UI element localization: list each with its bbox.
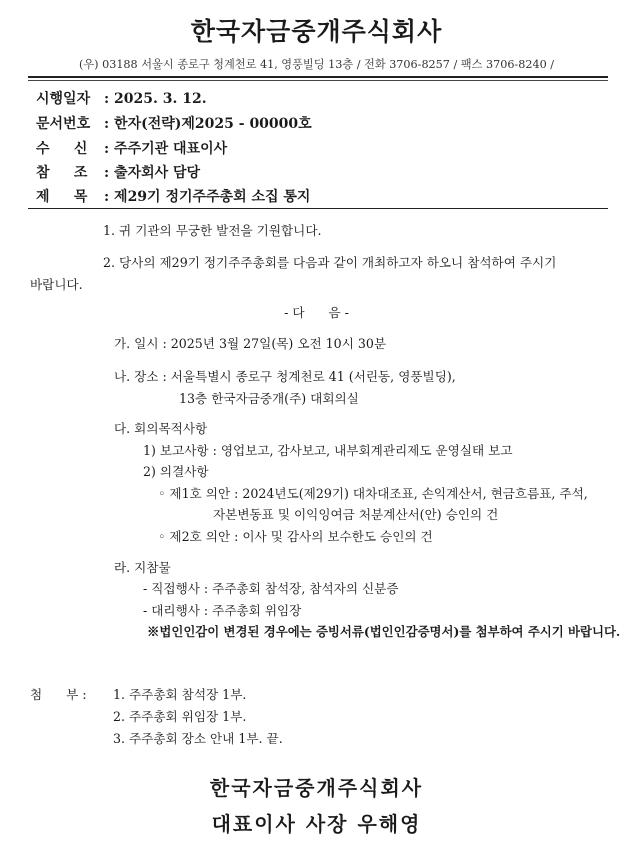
paragraph-2: 2. 당사의 제29기 정기주주총회를 다음과 같이 개최하고자 하오니 참석하여 주시기 <box>103 255 557 270</box>
header-rule-thin <box>28 80 608 81</box>
meta-value: 제29기 정기주주총회 소집 통지 <box>114 189 311 205</box>
seal-notice: ※법인인감이 변경된 경우에는 증빙서류(법인인감증명서)를 첨부하여 주시기 바랍니다. <box>147 624 621 639</box>
meta-subject: 제 목 : 제29기 정기주주총회 소집 통지 <box>36 186 310 206</box>
attachment-label: 첨 부 : <box>30 687 87 702</box>
company-title: 한국자금중개주식회사 <box>190 17 443 46</box>
subject-rule <box>28 208 608 209</box>
meta-label: 참 조 <box>36 165 88 181</box>
meta-label: 제 목 <box>36 189 88 205</box>
attachment-item: 3. 주주총회 장소 안내 1부. 끝. <box>113 731 283 746</box>
agenda-report: 1) 보고사항 : 영업보고, 감사보고, 내부회계관리제도 운영실태 보고 <box>143 443 513 458</box>
bring-proxy: - 대리행사 : 주주총회 위임장 <box>143 603 302 618</box>
meta-label: 시행일자 <box>36 91 91 107</box>
item-place: 나. 장소 : 서울특별시 종로구 청계천로 41 (서린동, 영풍빌딩), <box>114 369 456 384</box>
meta-doc-number: 문서번호 : 한자(전략)제2025 - 00000호 <box>36 113 312 133</box>
header-rule <box>28 76 608 78</box>
attachment-item: 1. 주주총회 참석장 1부. <box>113 687 247 702</box>
meta-value: 한자(전략)제2025 - 00000호 <box>114 116 312 132</box>
meta-date: 시행일자 : 2025. 3. 12. <box>36 88 207 108</box>
bring-direct: - 직접행사 : 주주총회 참석장, 참석자의 신분증 <box>143 581 399 596</box>
agenda-item-2: ◦ 제2호 의안 : 이사 및 감사의 보수한도 승인의 건 <box>158 529 433 544</box>
agenda-resolution: 2) 의결사항 <box>143 464 209 479</box>
item-place-room: 13층 한국자금중개(주) 대회의실 <box>179 391 359 406</box>
meta-label: 수 신 <box>36 141 88 157</box>
agenda-item-1-cont: 자본변동표 및 이익잉여금 처분계산서(안) 승인의 건 <box>213 507 499 522</box>
company-address: (우) 03188 서울시 종로구 청계천로 41, 영풍빌딩 13층 / 전화 3706-8257 / 팩스 3706-8240 / <box>78 58 555 71</box>
meta-value: 출자회사 담당 <box>114 165 201 181</box>
signature-ceo: 대표이사 사장 우해영 <box>211 812 422 836</box>
paragraph-2-cont: 바랍니다. <box>30 277 83 292</box>
meta-value: 2025. 3. 12. <box>114 91 207 107</box>
meta-label: 문서번호 <box>36 116 91 132</box>
paragraph-1: 1. 귀 기관의 무궁한 발전을 기원합니다. <box>103 223 322 238</box>
signature-company: 한국자금중개주식회사 <box>209 776 424 800</box>
item-datetime: 가. 일시 : 2025년 3월 27일(목) 오전 10시 30분 <box>114 336 387 351</box>
da-eum-heading: - 다 음 - <box>284 305 349 320</box>
meta-recipient: 수 신 : 주주기관 대표이사 <box>36 138 227 158</box>
agenda-item-1: ◦ 제1호 의안 : 2024년도(제29기) 대차대조표, 손익계산서, 현금흐름표, 주석, <box>158 486 588 501</box>
item-agenda: 다. 회의목적사항 <box>114 421 208 436</box>
meta-reference: 참 조 : 출자회사 담당 <box>36 162 200 182</box>
meta-value: 주주기관 대표이사 <box>114 141 228 157</box>
item-bring: 라. 지참물 <box>114 560 171 575</box>
attachment-item: 2. 주주총회 위임장 1부. <box>113 709 247 724</box>
